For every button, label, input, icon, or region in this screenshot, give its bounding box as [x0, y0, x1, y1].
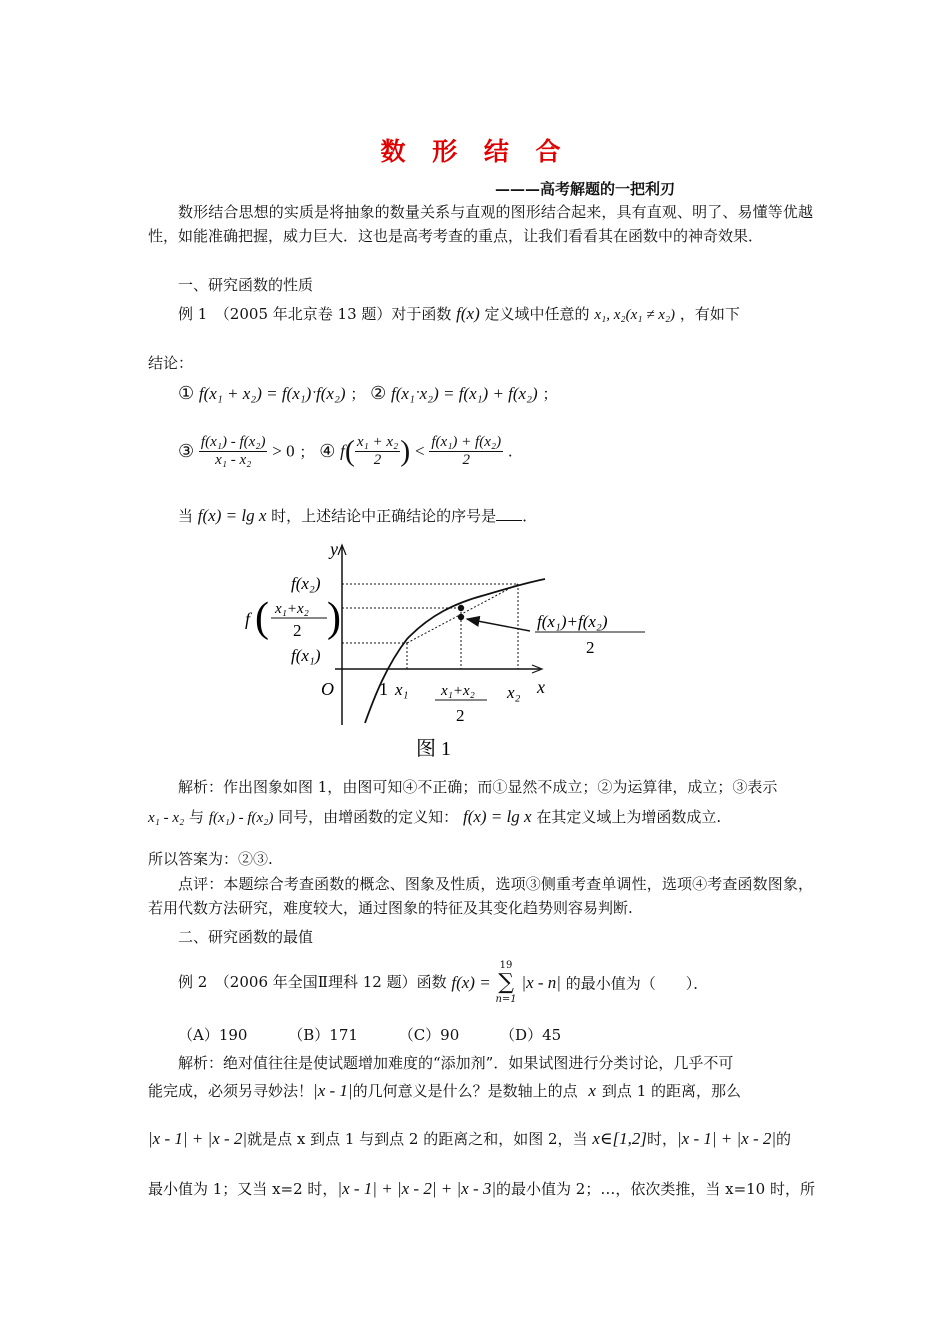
- origin-label: O: [321, 679, 334, 699]
- a2-l2-c: 的几何意义是什么？是数轴上的点: [352, 1082, 578, 1100]
- conclusion-2: f(x₁ˑx₂) = f(x₁) + f(x₂): [391, 384, 538, 403]
- c3-mark: ③: [178, 441, 195, 462]
- ex2-fx: f(x) =: [451, 973, 491, 992]
- c4-paren-left: (: [344, 434, 355, 468]
- ex1-question: [178, 505, 537, 526]
- arrow-label-den: 2: [586, 638, 595, 657]
- tick-one: 1: [379, 679, 388, 699]
- ex2-tail: 的最小值为（ ）．: [565, 974, 709, 993]
- a2-x: x: [588, 1081, 596, 1100]
- c3-semicolon: ；: [299, 443, 315, 461]
- a2-l3-b: 就是点 x 到点 1 与到点 2 的距离之和，如图 2，当: [247, 1130, 588, 1148]
- c3-fraction: [199, 434, 268, 469]
- c4-denominator: 2: [373, 452, 382, 468]
- analysis-1-line-1: 解析：作出图象如图 1，由图可知④不正确；而①显然不成立；②为运算律，成立；③表示: [178, 778, 778, 796]
- a1-same-sign: 同号，由增函数的定义知：: [278, 808, 459, 826]
- a2-l4-a: 最小值为 1；又当 x=2 时，: [148, 1180, 338, 1198]
- analysis-1-answer: 所以答案为：②③.: [148, 850, 273, 868]
- subtitle: ———高考解题的一把利刃: [495, 180, 676, 198]
- page-title: 数 形 结 合: [380, 137, 570, 166]
- a2-interval: x∈[1,2]: [592, 1129, 647, 1148]
- tick-x1: x₁: [395, 680, 409, 699]
- ex2-options: [178, 1024, 561, 1045]
- a2-l3-f: 的: [776, 1130, 792, 1148]
- c4-paren-right: ): [400, 434, 411, 468]
- section-heading-1: 一、研究函数的性质: [178, 276, 314, 294]
- figure-caption: 图 1: [416, 738, 451, 760]
- figure-1: [235, 535, 675, 765]
- ex1-mid: 定义域中任意的: [484, 305, 590, 323]
- ex1-continuation: 结论：: [148, 354, 194, 372]
- answer-blank: [496, 520, 522, 521]
- q-function: f(x) = lg x: [197, 506, 267, 525]
- a2-l4-c: 的最小值为 2；…，依次类推，当 x=10 时，所: [496, 1180, 815, 1198]
- c2-semicolon: ；: [542, 385, 558, 403]
- sum-lower: n=1: [495, 994, 517, 1005]
- c4-lt: <: [415, 441, 425, 461]
- label-fx1: f(x₁): [291, 646, 321, 665]
- analysis-2-line-1: 解析：绝对值往往是使试题增加难度的“添加剂”．如果试图进行分类讨论，几乎不可: [178, 1054, 734, 1072]
- y-label: y: [330, 539, 338, 559]
- sum-symbol: ∑: [498, 970, 514, 995]
- ex1-tail: ，有如下: [679, 305, 740, 323]
- q-pre: 当: [178, 507, 194, 525]
- option-b: （B）171: [288, 1026, 358, 1044]
- ex2-abs: |x - n|: [521, 973, 561, 992]
- c1-mark: ①: [178, 383, 195, 404]
- example-1-statement: [178, 303, 740, 324]
- q-end: ．: [522, 507, 538, 525]
- a1-conclusion: 在其定义域上为增函数成立.: [536, 808, 722, 826]
- example-2-statement: [178, 960, 708, 1006]
- a2-l2-e: 到点 1 的距离，那么: [601, 1082, 742, 1100]
- conclusions-3-4: ③ $\frac{\text{f(x₁) - f(x₂)}}{\text{x₁ - x₂}}$ > 0 ； ④ f( $\frac{\text{x₁ + x₂}}{2}$ ) < $\frac{\text{f(x₁) + f(x₂)}}{2}$ .: [178, 434, 513, 468]
- label-fmid-paren-right: ): [327, 595, 341, 641]
- c4-rhs-numerator: f(x₁) + f(x₂): [431, 434, 502, 450]
- q-post: 时，上述结论中正确结论的序号是: [271, 507, 497, 525]
- pointer-arrow: [467, 619, 530, 631]
- c4-rhs-fraction: [429, 434, 503, 469]
- a1-with: 与: [189, 808, 205, 826]
- tick-xmid-den: 2: [456, 706, 465, 725]
- option-a: （A）190: [178, 1026, 248, 1044]
- point-on-curve: [458, 605, 464, 611]
- a2-sum-two: |x - 1| + |x - 2|: [148, 1129, 248, 1148]
- c3-rhs: > 0: [272, 441, 295, 461]
- section-heading-2: 二、研究函数的最值: [178, 928, 314, 946]
- a2-l2-a: 能完成，必须另寻妙法！: [148, 1082, 314, 1100]
- c1-semicolon: ；: [350, 385, 366, 403]
- analysis-1-line-2: [148, 806, 721, 827]
- chord: [407, 584, 518, 643]
- a2-sum-two-again: |x - 1| + |x - 2|: [676, 1129, 777, 1148]
- ex1-vars: x₁, x₂(x₁ ≠ x₂): [594, 307, 676, 323]
- c4-f: f: [340, 441, 345, 461]
- c3-denominator: x₁ - x₂: [215, 452, 252, 468]
- c4-rhs-denominator: 2: [462, 452, 470, 468]
- conclusions-1-2: [178, 383, 557, 404]
- label-fmid-num: x₁+x₂: [275, 601, 309, 617]
- a1-diff-x: x₁ - x₂: [148, 810, 185, 826]
- c4-mark: ④: [319, 441, 336, 462]
- comment-1: 点评：本题综合考查函数的概念、图象及性质，选项③侧重考查单调性，选项④考查函数图象，若用代数方法研究，难度较大，通过图象的特征及其变化趋势则容易判断.: [148, 875, 813, 917]
- label-fmid-den: 2: [293, 621, 302, 640]
- c2-mark: ②: [370, 383, 387, 404]
- a2-l3-d: 时，: [646, 1130, 677, 1148]
- a2-abs-x1: |x - 1|: [313, 1081, 353, 1100]
- a1-function: f(x) = lg x: [462, 807, 532, 826]
- point-on-chord: [458, 614, 464, 620]
- tick-xmid-num: x₁+x₂: [441, 683, 475, 699]
- tick-x2: x₂: [507, 683, 521, 702]
- option-d: （D）45: [500, 1026, 562, 1044]
- ex2-lead: 例 2 （2006 年全国Ⅱ理科 12 题）函数: [178, 973, 447, 991]
- option-c: （C）90: [398, 1026, 460, 1044]
- ex1-lead: 例 1 （2005 年北京卷 13 题）对于函数: [178, 305, 452, 323]
- c4-fraction: [355, 434, 400, 469]
- c3-numerator: f(x₁) - f(x₂): [200, 434, 266, 450]
- intro-paragraph: 数形结合思想的实质是将抽象的数量关系与直观的图形结合起来，具有直观、明了、易懂等优越性，如能准确把握，威力巨大．这也是高考考查的重点，让我们看看其在函数中的神奇效果．: [148, 203, 813, 245]
- sum-upper: 19: [499, 960, 513, 971]
- label-fmid-paren-left: (: [255, 595, 269, 641]
- a2-sum-three: |x - 1| + |x - 2| + |x - 3|: [337, 1179, 497, 1198]
- c4-numerator: x₁ + x₂: [356, 434, 399, 450]
- ex1-fx: f(x): [456, 304, 480, 323]
- analysis-2-line-3: [148, 1128, 791, 1149]
- analysis-2-line-4: [148, 1178, 815, 1199]
- a1-diff-f: f(x₁) - f(x₂): [208, 810, 274, 826]
- ex2-sum: [495, 960, 516, 1006]
- x-label: x: [537, 677, 545, 697]
- label-fx2: f(x₂): [291, 574, 321, 593]
- label-fmid-f: f: [245, 609, 251, 629]
- analysis-2-line-2: [148, 1080, 741, 1101]
- conclusion-1: f(x₁ + x₂) = f(x₁)ˑf(x₂): [198, 384, 346, 403]
- arrow-label-num: f(x₁)+f(x₂): [537, 612, 608, 631]
